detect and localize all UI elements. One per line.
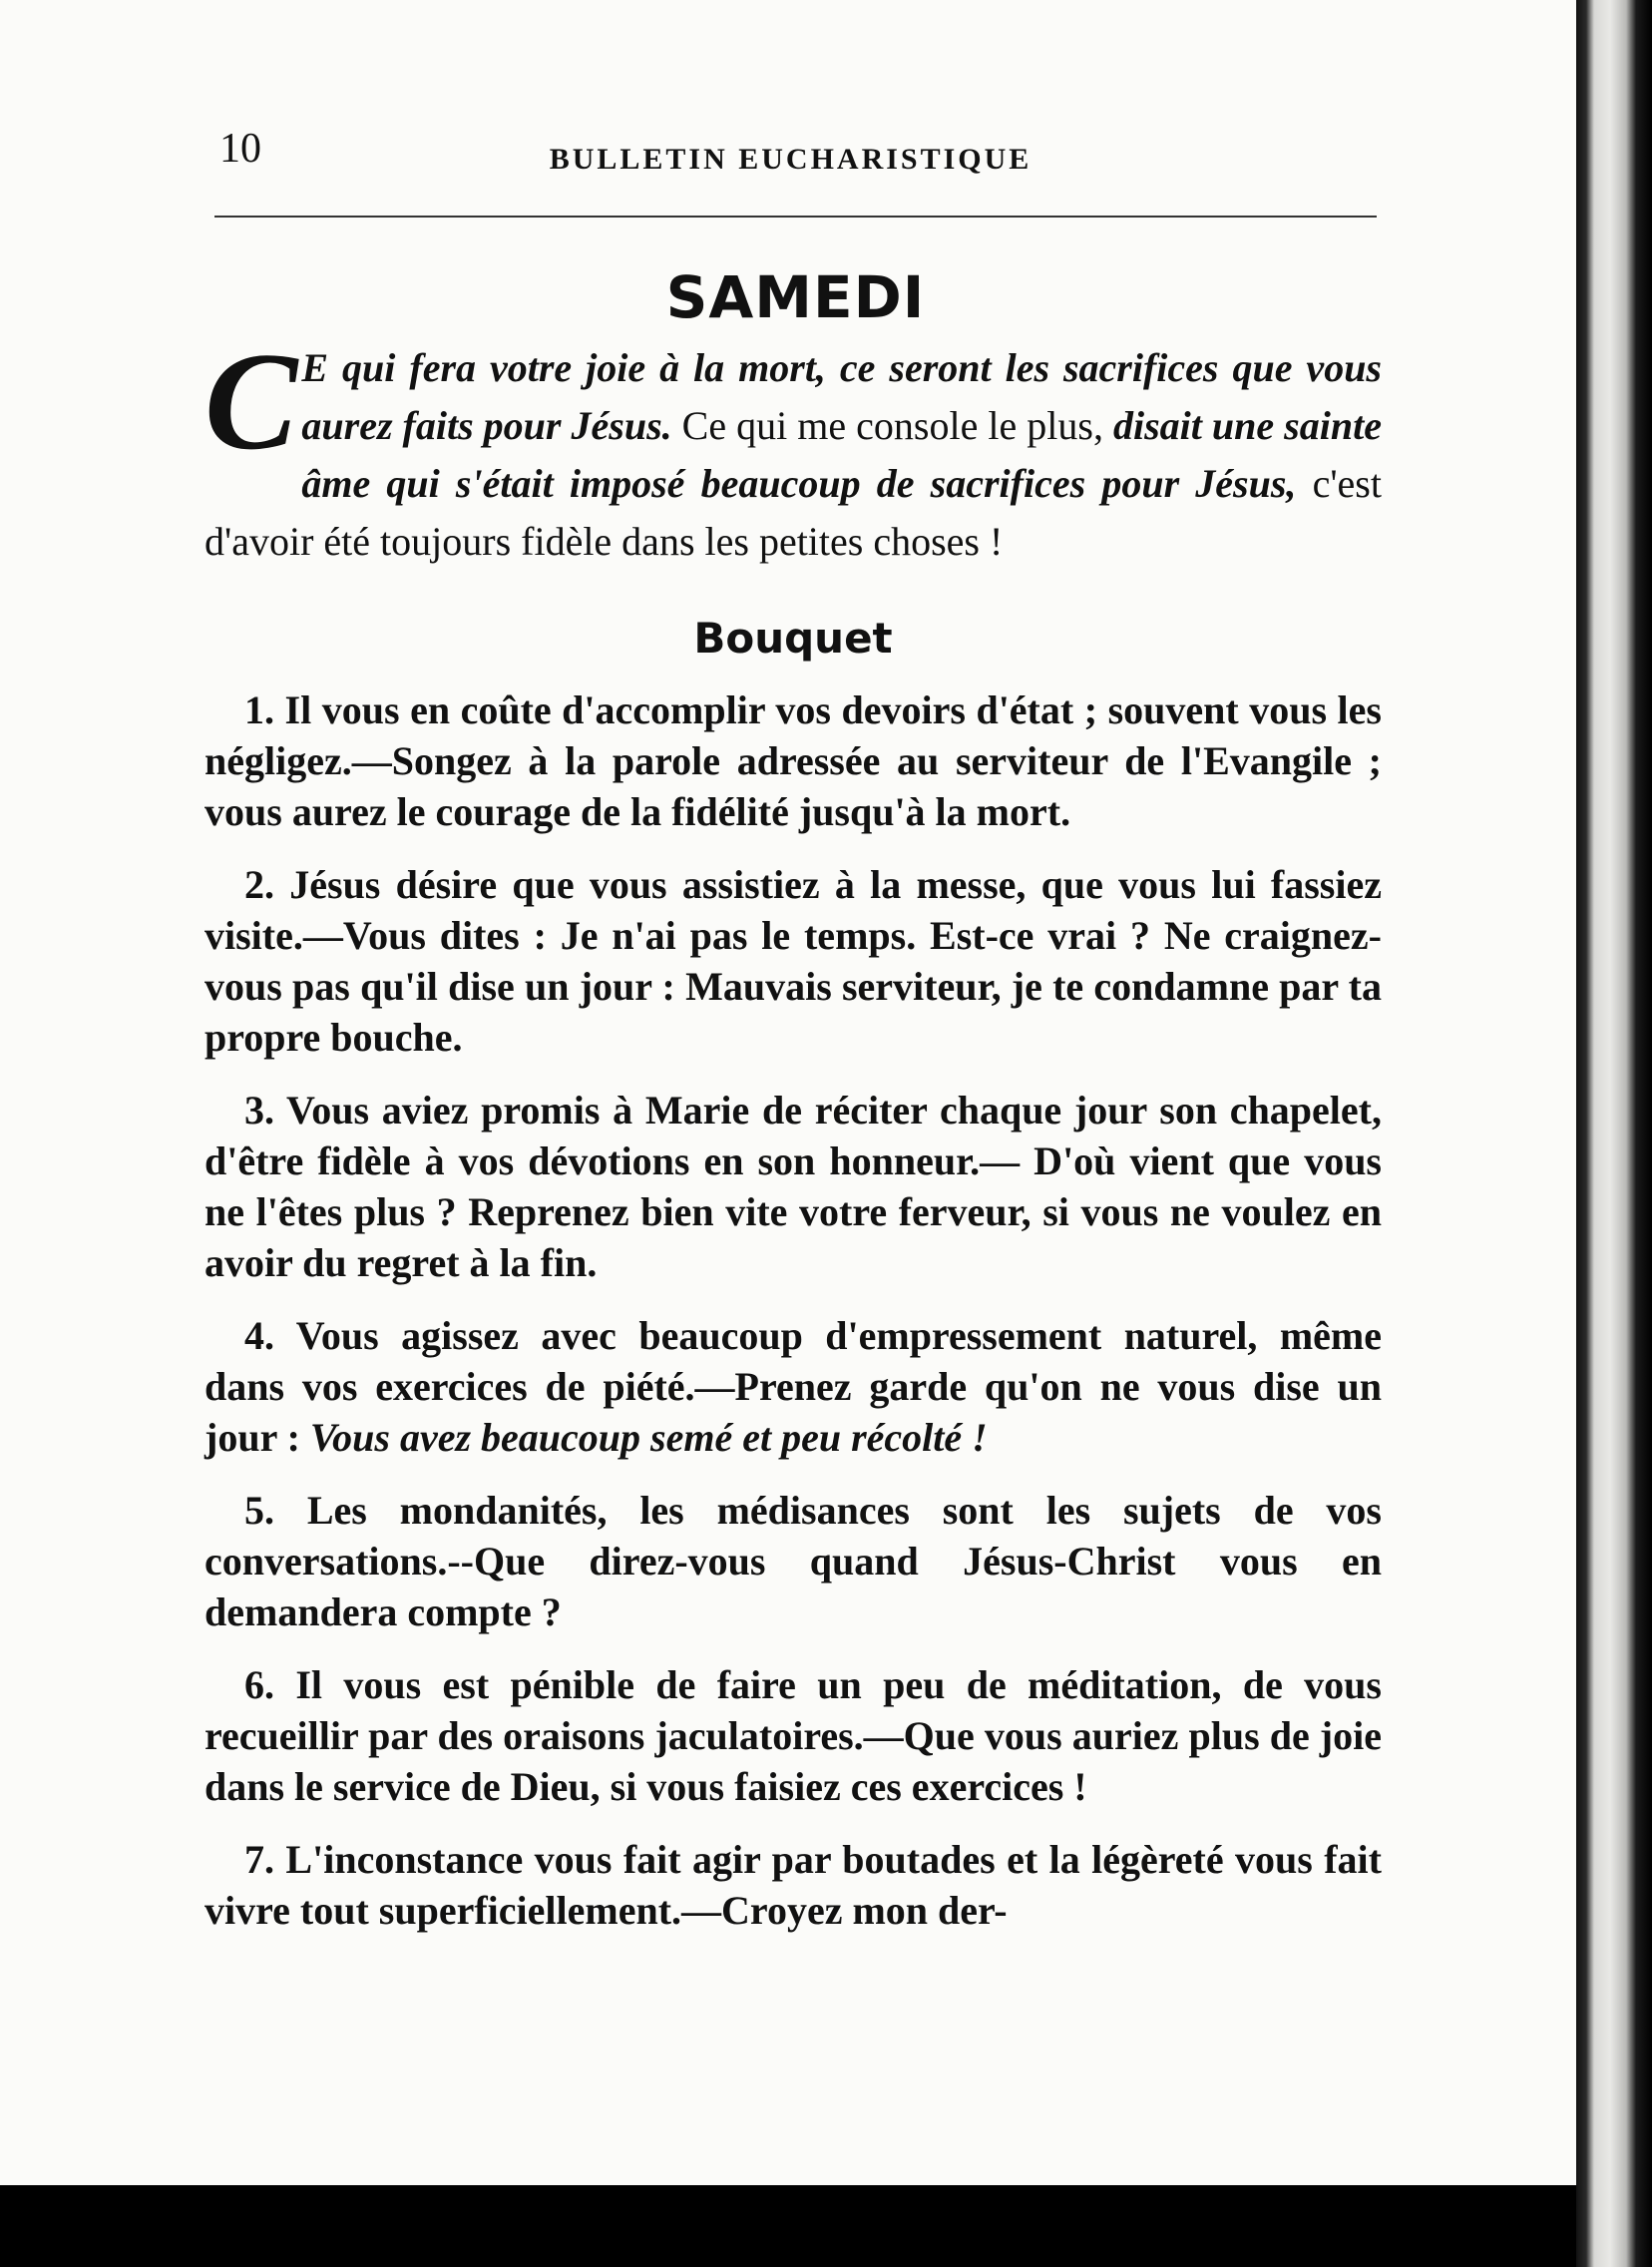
intro-italic-lead: E qui fera votre joie à la mort, ce seront les sacrifices que vous aurez faits pour Jésus. <box>301 345 1382 448</box>
item-italic-quote: Vous avez beaucoup semé et peu récolté ! <box>309 1415 988 1460</box>
page-number: 10 <box>219 126 261 172</box>
list-item <box>205 1310 1382 1463</box>
running-title: BULLETIN EUCHARISTIQUE <box>549 143 1032 176</box>
book-binding-edge <box>1576 0 1652 2267</box>
header-divider <box>214 216 1377 218</box>
intro-text-b: c'est d'avoir été toujours fidèle dans les petites choses ! <box>205 461 1382 564</box>
list-item <box>205 1834 1382 1936</box>
item-text: 5. Les mondanités, les médisances sont les sujets de vos conversations.--Que direz-vous quand Jésus-Christ vous en demandera compte ? <box>205 1488 1382 1634</box>
intro-paragraph <box>205 324 1382 571</box>
scan-border <box>0 2185 1576 2267</box>
list-item <box>205 1085 1382 1288</box>
list-item <box>205 1485 1382 1637</box>
item-text: 4. Vous agissez avec beaucoup d'empressement naturel, même dans vos exercices de piété.—Prenez garde qu'on ne vous dise un jour : <box>205 1313 1382 1460</box>
list-item <box>205 684 1382 837</box>
list-item <box>205 859 1382 1063</box>
intro-italic-mid: disait une sainte âme qui s'était imposé beaucoup de sacrifices pour Jésus, <box>301 403 1382 506</box>
page-body <box>205 324 1382 1958</box>
item-text: 6. Il vous est pénible de faire un peu de méditation, de vous recueillir par des oraisons jaculatoires.—Que vous auriez plus de joie dans le service de Dieu, si vous faisiez ces exercices ! <box>205 1662 1382 1809</box>
drop-cap: C <box>205 324 298 479</box>
item-text: 3. Vous aviez promis à Marie de réciter chaque jour son chapelet, d'être fidèle à vos dévotions en son honneur.— D'où vient que vous ne l'êtes plus ? Reprenez bien vite votre ferveur, si vous ne voulez en avoir du regret à la fin. <box>205 1088 1382 1285</box>
item-text: 1. Il vous en coûte d'accomplir vos devoirs d'état ; souvent vous les négligez.—Songez à la parole adressée au serviteur de l'Evangile ; vous aurez le courage de la fidélité jusqu'à la mort. <box>205 687 1382 834</box>
intro-text-a: Ce qui me console le plus, <box>671 403 1113 448</box>
bouquet-heading: Bouquet <box>693 614 893 663</box>
item-text: 2. Jésus désire que vous assistiez à la messe, que vous lui fassiez visite.—Vous dites : Je n'ai pas le temps. Est-ce vrai ? Ne craignez-vous pas qu'il dise un jour : Mauvais serviteur, je te condamne par ta propre bouche. <box>205 862 1382 1060</box>
bouquet-list <box>205 684 1382 1936</box>
list-item <box>205 1659 1382 1812</box>
page-header <box>209 118 1372 188</box>
item-text: 7. L'inconstance vous fait agir par boutades et la légèreté vous fait vivre tout superficiellement.—Croyez mon der- <box>205 1837 1382 1933</box>
section-title: SAMEDI <box>665 263 926 331</box>
